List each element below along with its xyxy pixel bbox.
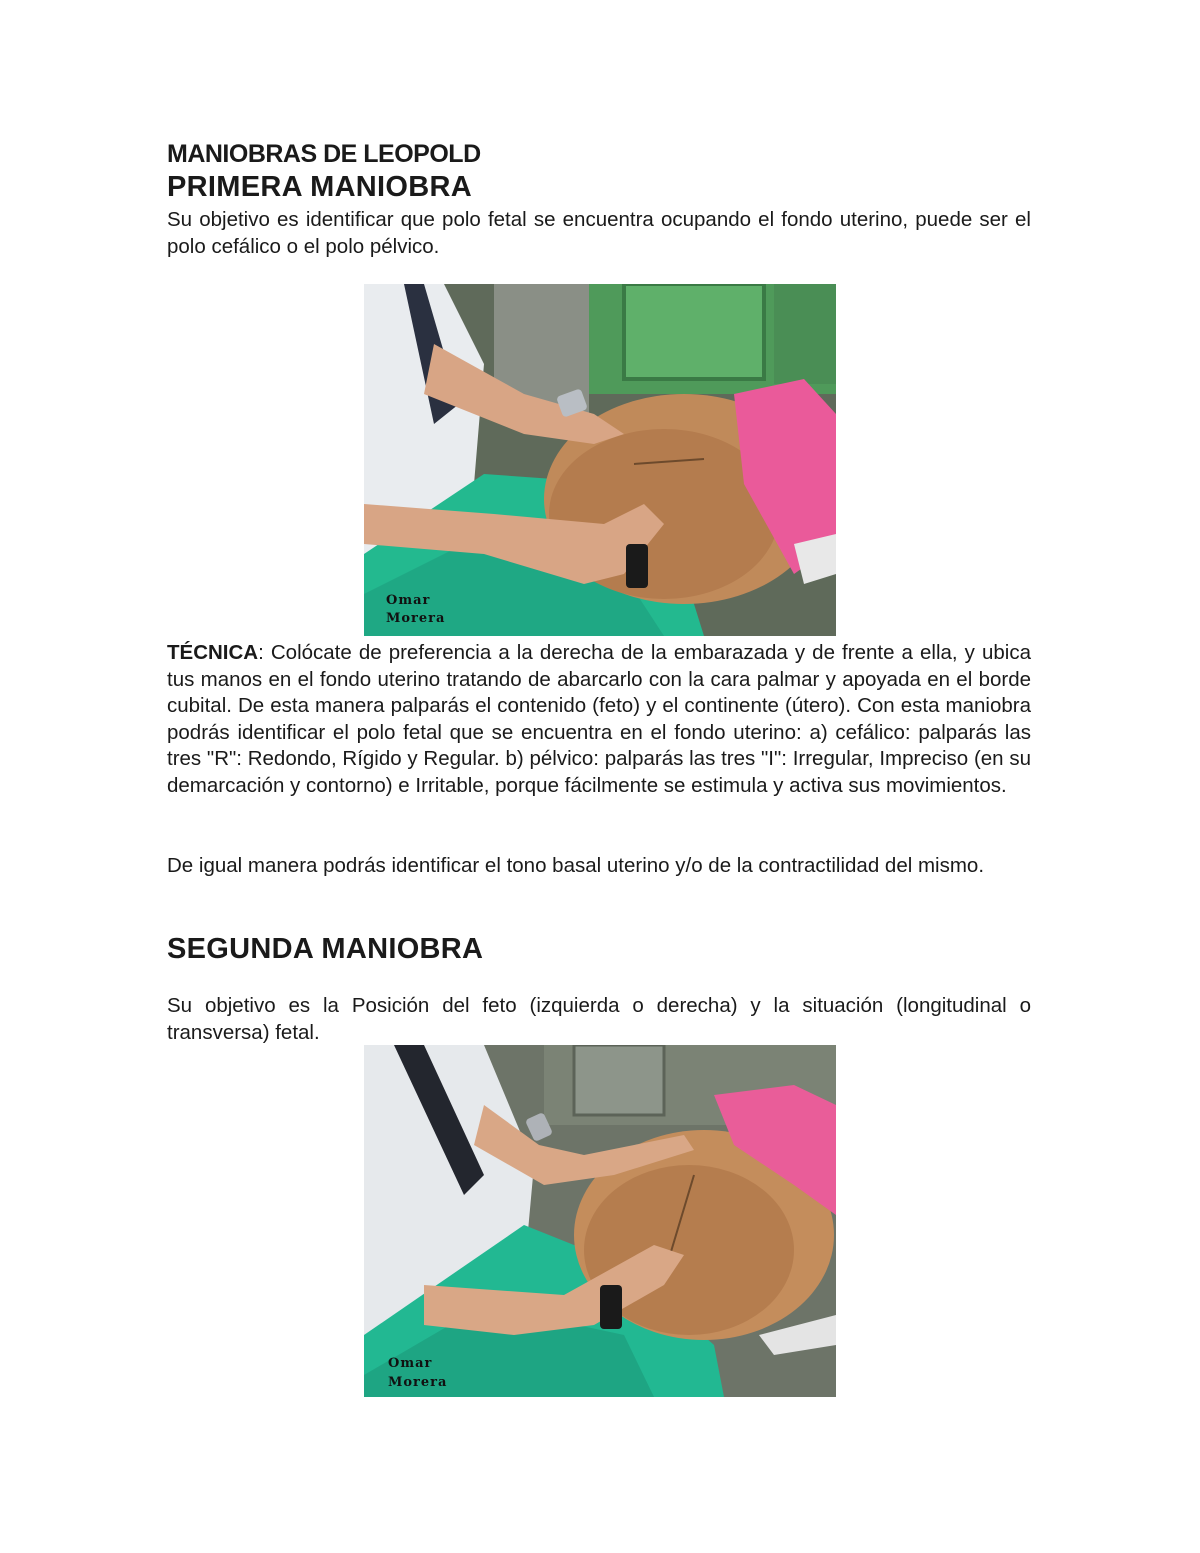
watermark-morera-2: Morera: [388, 1375, 448, 1390]
tecnica-paragraph: [167, 640, 1031, 799]
primera-maniobra-photo: [364, 284, 836, 636]
document-title: MANIOBRAS DE LEOPOLD: [167, 140, 481, 168]
tecnica-label: TÉCNICA: [167, 641, 259, 664]
tecnica-text: : Colócate de preferencia a la derecha de la embarazada y de frente a ella, y ubica tus manos en el fondo uterino tratando de abarcarlo con la cara palmar y apoyada en el borde cubital. De esta manera palparás el contenido (feto) y el continente (útero). Con esta maniobra podrás identificar el polo fetal que se encuentra en el fondo uterino: a) cefálico: palparás las tres "R": Redondo, Rígido y Regular. b) pélvico: palparás las tres "I": Irregular, Impreciso (en su demarcación y contorno) e Irritable, porque fácilmente se estimula y activa sus movimientos.: [167, 641, 1031, 797]
segunda-maniobra-photo: [364, 1045, 836, 1397]
watermark-morera: Morera: [386, 611, 446, 626]
primera-intro-paragraph: Su objetivo es identificar que polo fetal se encuentra ocupando el fondo uterino, puede ser el polo cefálico o el polo pélvico.: [167, 208, 1031, 258]
section-heading-segunda: SEGUNDA MANIOBRA: [167, 933, 484, 965]
watermark-omar: Omar: [386, 593, 431, 608]
tono-basal-paragraph: De igual manera podrás identificar el tono basal uterino y/o de la contractilidad del mismo.: [167, 854, 985, 877]
segunda-intro-paragraph: Su objetivo es la Posición del feto (izquierda o derecha) y la situación (longitudinal o transversa) fetal.: [167, 994, 1031, 1044]
watermark-omar-2: Omar: [388, 1356, 433, 1371]
section-heading-primera: PRIMERA MANIOBRA: [167, 171, 472, 203]
